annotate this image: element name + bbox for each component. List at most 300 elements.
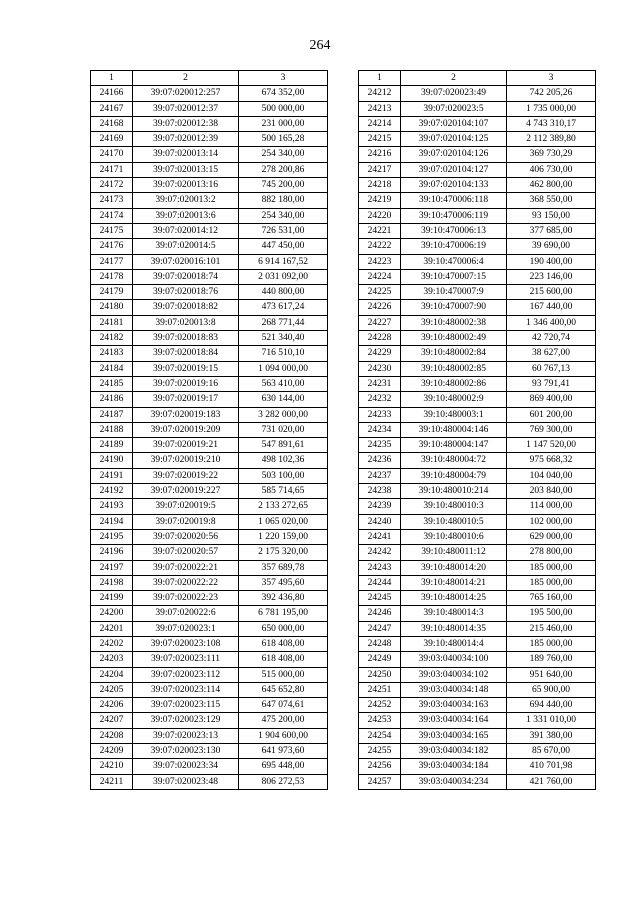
table-row: [91, 269, 328, 284]
amount: 1 331 010,00: [507, 713, 596, 728]
row-number: 24222: [359, 239, 401, 254]
table-row: [91, 682, 328, 697]
amount: 618 408,00: [239, 636, 328, 651]
row-number: 24212: [359, 86, 401, 101]
table-row: [91, 484, 328, 499]
table-row: [91, 759, 328, 774]
table-row: [91, 667, 328, 682]
table-row: [91, 223, 328, 238]
amount: 6 914 167,52: [239, 254, 328, 269]
cadastral-number: 39:10:480004:72: [401, 453, 507, 468]
table-row: [359, 132, 596, 147]
amount: 716 510,10: [239, 346, 328, 361]
amount: 254 340,00: [239, 208, 328, 223]
row-number: 24230: [359, 361, 401, 376]
table-row: [359, 453, 596, 468]
row-number: 24232: [359, 392, 401, 407]
table-row: [91, 300, 328, 315]
amount: 102 000,00: [507, 514, 596, 529]
amount: 278 800,00: [507, 545, 596, 560]
table-row: [359, 438, 596, 453]
amount: 765 160,00: [507, 591, 596, 606]
amount: 601 200,00: [507, 407, 596, 422]
cadastral-number: 39:07:020022:22: [133, 575, 239, 590]
amount: 1 094 000,00: [239, 361, 328, 376]
table-row: [91, 591, 328, 606]
cadastral-number: 39:10:480014:20: [401, 560, 507, 575]
table-row: [91, 468, 328, 483]
cadastral-number: 39:10:470006:13: [401, 223, 507, 238]
amount: 368 550,00: [507, 193, 596, 208]
amount: 975 668,32: [507, 453, 596, 468]
row-number: 24238: [359, 484, 401, 499]
amount: 498 102,36: [239, 453, 328, 468]
row-number: 24213: [359, 101, 401, 116]
amount: 39 690,00: [507, 239, 596, 254]
table-row: [91, 560, 328, 575]
table-row: [359, 392, 596, 407]
column-header-2: 2: [133, 71, 239, 86]
amount: 647 074,61: [239, 698, 328, 713]
row-number: 24177: [91, 254, 133, 269]
row-number: 24255: [359, 744, 401, 759]
row-number: 24173: [91, 193, 133, 208]
amount: 65 900,00: [507, 682, 596, 697]
table-row: [91, 652, 328, 667]
amount: 462 800,00: [507, 178, 596, 193]
cadastral-number: 39:10:480010:6: [401, 529, 507, 544]
row-number: 24244: [359, 575, 401, 590]
row-number: 24253: [359, 713, 401, 728]
table-row: [359, 376, 596, 391]
table-row: [359, 86, 596, 101]
row-number: 24210: [91, 759, 133, 774]
cadastral-number: 39:10:480002:38: [401, 315, 507, 330]
table-row: [91, 162, 328, 177]
row-number: 24170: [91, 147, 133, 162]
cadastral-number: 39:07:020023:129: [133, 713, 239, 728]
amount: 254 340,00: [239, 147, 328, 162]
cadastral-number: 39:10:470006:4: [401, 254, 507, 269]
row-number: 24192: [91, 484, 133, 499]
table-row: [359, 621, 596, 636]
amount: 1 346 400,00: [507, 315, 596, 330]
amount: 500 000,00: [239, 101, 328, 116]
cadastral-number: 39:07:020013:15: [133, 162, 239, 177]
amount: 521 340,40: [239, 331, 328, 346]
amount: 629 000,00: [507, 529, 596, 544]
table-header-row: [359, 71, 596, 86]
row-number: 24240: [359, 514, 401, 529]
row-number: 24226: [359, 300, 401, 315]
amount: 695 448,00: [239, 759, 328, 774]
cadastral-number: 39:07:020022:6: [133, 606, 239, 621]
table-row: [359, 759, 596, 774]
row-number: 24224: [359, 269, 401, 284]
row-number: 24174: [91, 208, 133, 223]
amount: 585 714,65: [239, 484, 328, 499]
cadastral-number: 39:03:040034:164: [401, 713, 507, 728]
table-left: [90, 70, 328, 790]
table-row: [91, 254, 328, 269]
cadastral-number: 39:07:020012:39: [133, 132, 239, 147]
row-number: 24234: [359, 422, 401, 437]
row-number: 24221: [359, 223, 401, 238]
cadastral-number: 39:07:020013:8: [133, 315, 239, 330]
table-row: [359, 422, 596, 437]
amount: 377 685,00: [507, 223, 596, 238]
table-row: [359, 652, 596, 667]
table-row: [359, 560, 596, 575]
amount: 185 000,00: [507, 560, 596, 575]
table-row: [91, 499, 328, 514]
amount: 2 112 389,80: [507, 132, 596, 147]
cadastral-number: 39:07:020019:209: [133, 422, 239, 437]
amount: 3 282 000,00: [239, 407, 328, 422]
table-row: [359, 484, 596, 499]
table-row: [91, 422, 328, 437]
cadastral-number: 39:10:480014:35: [401, 621, 507, 636]
row-number: 24239: [359, 499, 401, 514]
table-row: [359, 101, 596, 116]
row-number: 24237: [359, 468, 401, 483]
table-row: [91, 514, 328, 529]
row-number: 24208: [91, 728, 133, 743]
amount: 93 791,41: [507, 376, 596, 391]
cadastral-number: 39:10:470006:19: [401, 239, 507, 254]
amount: 503 100,00: [239, 468, 328, 483]
cadastral-number: 39:07:020104:127: [401, 162, 507, 177]
column-header-3: 3: [239, 71, 328, 86]
cadastral-number: 39:07:020019:15: [133, 361, 239, 376]
amount: 475 200,00: [239, 713, 328, 728]
row-number: 24211: [91, 774, 133, 789]
row-number: 24227: [359, 315, 401, 330]
row-number: 24248: [359, 636, 401, 651]
table-row: [359, 147, 596, 162]
cadastral-number: 39:03:040034:234: [401, 774, 507, 789]
amount: 278 200,86: [239, 162, 328, 177]
cadastral-number: 39:10:480004:147: [401, 438, 507, 453]
cadastral-number: 39:07:020104:126: [401, 147, 507, 162]
table-row: [359, 239, 596, 254]
table-row: [91, 698, 328, 713]
table-row: [91, 636, 328, 651]
table-row: [359, 331, 596, 346]
table-row: [359, 514, 596, 529]
row-number: 24196: [91, 545, 133, 560]
amount: 645 652,80: [239, 682, 328, 697]
cadastral-number: 39:10:480002:49: [401, 331, 507, 346]
amount: 42 720,74: [507, 331, 596, 346]
cadastral-number: 39:07:020023:13: [133, 728, 239, 743]
amount: 1 220 159,00: [239, 529, 328, 544]
amount: 6 781 195,00: [239, 606, 328, 621]
table-row: [359, 744, 596, 759]
cadastral-number: 39:10:480004:146: [401, 422, 507, 437]
cadastral-number: 39:07:020023:48: [133, 774, 239, 789]
cadastral-number: 39:10:480004:79: [401, 468, 507, 483]
amount: 674 352,00: [239, 86, 328, 101]
amount: 563 410,00: [239, 376, 328, 391]
cadastral-number: 39:10:480010:5: [401, 514, 507, 529]
row-number: 24245: [359, 591, 401, 606]
cadastral-number: 39:07:020023:112: [133, 667, 239, 682]
amount: 85 670,00: [507, 744, 596, 759]
row-number: 24195: [91, 529, 133, 544]
amount: 38 627,00: [507, 346, 596, 361]
amount: 421 760,00: [507, 774, 596, 789]
table-row: [359, 269, 596, 284]
amount: 515 000,00: [239, 667, 328, 682]
cadastral-number: 39:07:020013:16: [133, 178, 239, 193]
cadastral-number: 39:10:470007:9: [401, 285, 507, 300]
table-row: [359, 223, 596, 238]
row-number: 24203: [91, 652, 133, 667]
cadastral-number: 39:10:480014:25: [401, 591, 507, 606]
row-number: 24218: [359, 178, 401, 193]
row-number: 24180: [91, 300, 133, 315]
amount: 500 165,28: [239, 132, 328, 147]
row-number: 24256: [359, 759, 401, 774]
amount: 392 436,80: [239, 591, 328, 606]
table-row: [359, 606, 596, 621]
table-row: [359, 667, 596, 682]
row-number: 24194: [91, 514, 133, 529]
cadastral-number: 39:07:020023:115: [133, 698, 239, 713]
cadastral-number: 39:07:020023:34: [133, 759, 239, 774]
table-row: [359, 591, 596, 606]
table-row: [359, 254, 596, 269]
row-number: 24217: [359, 162, 401, 177]
table-row: [91, 346, 328, 361]
table-row: [91, 86, 328, 101]
row-number: 24181: [91, 315, 133, 330]
amount: 618 408,00: [239, 652, 328, 667]
amount: 391 380,00: [507, 728, 596, 743]
cadastral-number: 39:07:020013:2: [133, 193, 239, 208]
amount: 231 000,00: [239, 116, 328, 131]
amount: 223 146,00: [507, 269, 596, 284]
cadastral-number: 39:07:020019:16: [133, 376, 239, 391]
table-row: [91, 728, 328, 743]
row-number: 24231: [359, 376, 401, 391]
cadastral-number: 39:10:480010:214: [401, 484, 507, 499]
cadastral-number: 39:03:040034:184: [401, 759, 507, 774]
row-number: 24204: [91, 667, 133, 682]
row-number: 24172: [91, 178, 133, 193]
row-number: 24223: [359, 254, 401, 269]
amount: 195 500,00: [507, 606, 596, 621]
amount: 4 743 310,17: [507, 116, 596, 131]
cadastral-number: 39:07:020019:183: [133, 407, 239, 422]
amount: 694 440,00: [507, 698, 596, 713]
table-row: [91, 774, 328, 789]
row-number: 24199: [91, 591, 133, 606]
row-number: 24200: [91, 606, 133, 621]
cadastral-number: 39:10:480011:12: [401, 545, 507, 560]
row-number: 24215: [359, 132, 401, 147]
table-row: [91, 116, 328, 131]
row-number: 24214: [359, 116, 401, 131]
row-number: 24185: [91, 376, 133, 391]
cadastral-number: 39:07:020019:8: [133, 514, 239, 529]
row-number: 24205: [91, 682, 133, 697]
cadastral-number: 39:07:020023:111: [133, 652, 239, 667]
table-row: [359, 116, 596, 131]
amount: 650 000,00: [239, 621, 328, 636]
row-number: 24184: [91, 361, 133, 376]
table-row: [359, 545, 596, 560]
cadastral-number: 39:07:020013:6: [133, 208, 239, 223]
row-number: 24176: [91, 239, 133, 254]
amount: 882 180,00: [239, 193, 328, 208]
amount: 1 904 600,00: [239, 728, 328, 743]
row-number: 24186: [91, 392, 133, 407]
cadastral-number: 39:07:020020:56: [133, 529, 239, 544]
row-number: 24175: [91, 223, 133, 238]
cadastral-number: 39:03:040034:165: [401, 728, 507, 743]
row-number: 24166: [91, 86, 133, 101]
table-row: [359, 315, 596, 330]
row-number: 24193: [91, 499, 133, 514]
cadastral-number: 39:03:040034:148: [401, 682, 507, 697]
row-number: 24233: [359, 407, 401, 422]
cadastral-number: 39:10:470007:15: [401, 269, 507, 284]
amount: 114 000,00: [507, 499, 596, 514]
row-number: 24242: [359, 545, 401, 560]
amount: 742 205,26: [507, 86, 596, 101]
table-row: [359, 713, 596, 728]
row-number: 24197: [91, 560, 133, 575]
table-row: [91, 101, 328, 116]
row-number: 24168: [91, 116, 133, 131]
row-number: 24229: [359, 346, 401, 361]
table-row: [359, 162, 596, 177]
row-number: 24169: [91, 132, 133, 147]
table-row: [91, 147, 328, 162]
table-right: [358, 70, 596, 790]
row-number: 24257: [359, 774, 401, 789]
amount: 951 640,00: [507, 667, 596, 682]
row-number: 24236: [359, 453, 401, 468]
cadastral-number: 39:07:020023:1: [133, 621, 239, 636]
row-number: 24209: [91, 744, 133, 759]
row-number: 24188: [91, 422, 133, 437]
amount: 1 735 000,00: [507, 101, 596, 116]
row-number: 24235: [359, 438, 401, 453]
table-row: [359, 529, 596, 544]
row-number: 24202: [91, 636, 133, 651]
amount: 806 272,53: [239, 774, 328, 789]
cadastral-number: 39:07:020019:210: [133, 453, 239, 468]
cadastral-number: 39:07:020104:107: [401, 116, 507, 131]
cadastral-number: 39:07:020012:257: [133, 86, 239, 101]
amount: 104 040,00: [507, 468, 596, 483]
cadastral-number: 39:03:040034:102: [401, 667, 507, 682]
row-number: 24219: [359, 193, 401, 208]
row-number: 24243: [359, 560, 401, 575]
table-row: [91, 376, 328, 391]
row-number: 24225: [359, 285, 401, 300]
table-row: [91, 361, 328, 376]
column-header-3: 3: [507, 71, 596, 86]
page-number: 264: [309, 38, 331, 53]
amount: 447 450,00: [239, 239, 328, 254]
table-row: [91, 713, 328, 728]
cadastral-number: 39:10:470006:118: [401, 193, 507, 208]
table-row: [91, 438, 328, 453]
cadastral-number: 39:07:020014:12: [133, 223, 239, 238]
amount: 357 689,78: [239, 560, 328, 575]
cadastral-number: 39:07:020023:130: [133, 744, 239, 759]
cadastral-number: 39:10:480003:1: [401, 407, 507, 422]
table-row: [91, 132, 328, 147]
cadastral-number: 39:10:480014:3: [401, 606, 507, 621]
row-number: 24206: [91, 698, 133, 713]
row-number: 24198: [91, 575, 133, 590]
row-number: 24191: [91, 468, 133, 483]
cadastral-number: 39:07:020104:125: [401, 132, 507, 147]
table-row: [359, 468, 596, 483]
cadastral-number: 39:07:020018:84: [133, 346, 239, 361]
cadastral-number: 39:07:020019:17: [133, 392, 239, 407]
amount: 2 133 272,65: [239, 499, 328, 514]
amount: 189 760,00: [507, 652, 596, 667]
amount: 203 840,00: [507, 484, 596, 499]
table-row: [91, 407, 328, 422]
row-number: 24247: [359, 621, 401, 636]
amount: 268 771,44: [239, 315, 328, 330]
cadastral-number: 39:10:480014:21: [401, 575, 507, 590]
column-header-2: 2: [401, 71, 507, 86]
amount: 745 200,00: [239, 178, 328, 193]
table-row: [91, 621, 328, 636]
table-row: [91, 392, 328, 407]
row-number: 24207: [91, 713, 133, 728]
amount: 60 767,13: [507, 361, 596, 376]
table-row: [91, 178, 328, 193]
cadastral-number: 39:07:020023:108: [133, 636, 239, 651]
table-row: [359, 407, 596, 422]
cadastral-number: 39:03:040034:163: [401, 698, 507, 713]
amount: 1 147 520,00: [507, 438, 596, 453]
cadastral-number: 39:10:480014:4: [401, 636, 507, 651]
cadastral-number: 39:03:040034:182: [401, 744, 507, 759]
table-row: [91, 331, 328, 346]
cadastral-number: 39:07:020023:49: [401, 86, 507, 101]
cadastral-number: 39:07:020013:14: [133, 147, 239, 162]
row-number: 24171: [91, 162, 133, 177]
cadastral-number: 39:10:480002:85: [401, 361, 507, 376]
cadastral-number: 39:07:020012:38: [133, 116, 239, 131]
amount: 641 973,60: [239, 744, 328, 759]
table-row: [359, 774, 596, 789]
amount: 726 531,00: [239, 223, 328, 238]
cadastral-number: 39:10:480002:9: [401, 392, 507, 407]
table-row: [359, 208, 596, 223]
amount: 630 144,00: [239, 392, 328, 407]
table-row: [91, 315, 328, 330]
table-row: [91, 744, 328, 759]
cadastral-number: 39:10:480010:3: [401, 499, 507, 514]
cadastral-number: 39:07:020018:76: [133, 285, 239, 300]
amount: 440 800,00: [239, 285, 328, 300]
table-row: [91, 529, 328, 544]
amount: 473 617,24: [239, 300, 328, 315]
cadastral-number: 39:07:020018:82: [133, 300, 239, 315]
amount: 185 000,00: [507, 575, 596, 590]
